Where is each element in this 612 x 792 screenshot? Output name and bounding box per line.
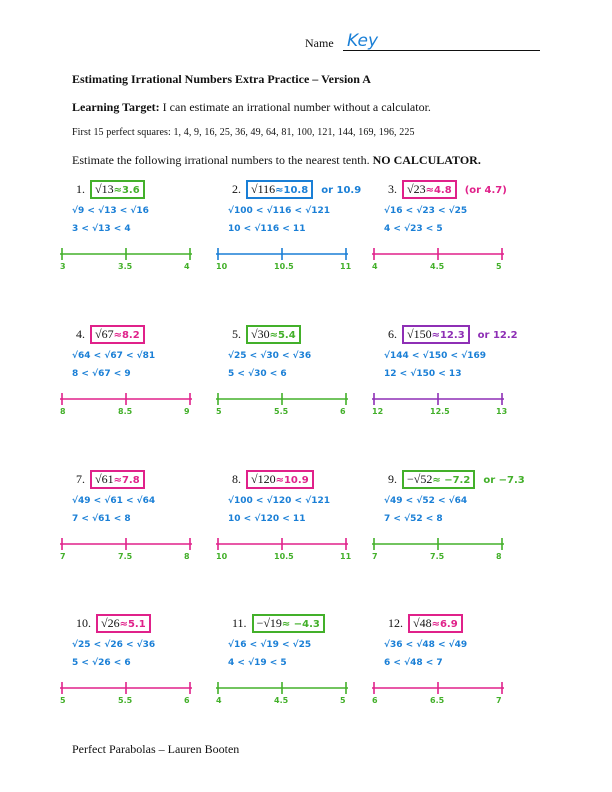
problem-item (372, 614, 538, 754)
work-inequality-roots: √16 < √23 < √25 (384, 206, 468, 216)
problem-header (76, 470, 153, 489)
answer-value: ≈ −4.3 (281, 619, 320, 630)
problem-header (76, 180, 153, 199)
problem-number: 5. (232, 327, 241, 341)
number-line-left-label: 10 (216, 262, 228, 271)
number-line-right-label: 6 (340, 407, 346, 416)
problem-item (216, 470, 382, 610)
number-line-right-label: 11 (340, 262, 352, 271)
number-line-right-label: 9 (184, 407, 190, 416)
answer-value: ≈3.6 (113, 185, 140, 196)
work-inequality-roots: √49 < √61 < √64 (72, 496, 156, 506)
instructions-bold: NO CALCULATOR. (372, 153, 481, 167)
number-line-left-label: 7 (60, 552, 66, 561)
number-line-mid-label: 10.5 (274, 262, 294, 271)
alternate-answer: (or 4.7) (464, 185, 507, 196)
answer-value: ≈10.8 (275, 185, 309, 196)
number-line-left-label: 10 (216, 552, 228, 561)
problem-item (60, 180, 226, 320)
problem-item (372, 180, 538, 320)
work-inequality-integers: 12 < √150 < 13 (384, 369, 462, 379)
answer-box (402, 325, 470, 344)
problem-number: 10. (76, 616, 91, 630)
problem-header (232, 470, 322, 489)
problem-expression: √150 (407, 327, 432, 341)
answer-value: ≈10.9 (275, 475, 309, 486)
answer-value: ≈7.8 (113, 475, 140, 486)
number-line-left-label: 3 (60, 262, 66, 271)
number-line-mid-label: 4.5 (430, 262, 445, 271)
problem-expression: −√19 (256, 616, 282, 630)
instructions-text: Estimate the following irrational numbers to the nearest tenth. (72, 153, 373, 167)
work-inequality-roots: √25 < √26 < √36 (72, 640, 156, 650)
work-inequality-roots: √49 < √52 < √64 (384, 496, 468, 506)
number-line-left-label: 5 (60, 696, 66, 705)
work-inequality-integers: 5 < √26 < 6 (72, 658, 131, 668)
number-line-mid-label: 5.5 (118, 696, 133, 705)
problem-item (60, 325, 226, 465)
number-line-left-label: 7 (372, 552, 378, 561)
answer-box (90, 180, 145, 199)
answer-box (408, 614, 463, 633)
problem-item (372, 470, 538, 610)
problem-expression: √30 (251, 327, 270, 341)
footer: Perfect Parabolas – Lauren Booten (72, 742, 240, 756)
number-line-mid-label: 3.5 (118, 262, 133, 271)
problem-item (60, 470, 226, 610)
number-line-right-label: 8 (496, 552, 502, 561)
problem-item (60, 614, 226, 754)
answer-value: ≈4.8 (425, 185, 452, 196)
number-line-right-label: 13 (496, 407, 508, 416)
problem-number: 4. (76, 327, 85, 341)
number-line-right-label: 6 (184, 696, 190, 705)
work-inequality-roots: √144 < √150 < √169 (384, 351, 486, 361)
work-inequality-integers: 3 < √13 < 4 (72, 224, 131, 234)
answer-value: ≈5.4 (269, 330, 296, 341)
instructions (72, 153, 481, 168)
problem-item (216, 180, 382, 320)
work-inequality-roots: √100 < √116 < √121 (228, 206, 330, 216)
problem-expression: √61 (95, 472, 114, 486)
learning-target-label: Learning Target: (72, 100, 160, 114)
problem-number: 8. (232, 472, 241, 486)
work-inequality-roots: √25 < √30 < √36 (228, 351, 312, 361)
problem-expression: √26 (101, 616, 120, 630)
problem-number: 9. (388, 472, 397, 486)
problem-expression: √13 (95, 182, 114, 196)
number-line-mid-label: 7.5 (430, 552, 445, 561)
work-inequality-integers: 7 < √61 < 8 (72, 514, 131, 524)
problem-header (388, 614, 471, 633)
number-line-mid-label: 5.5 (274, 407, 289, 416)
answer-value: ≈5.1 (119, 619, 146, 630)
problem-number: 7. (76, 472, 85, 486)
answer-box (402, 180, 457, 199)
work-inequality-roots: √9 < √13 < √16 (72, 206, 149, 216)
answer-box (246, 470, 314, 489)
answer-box (252, 614, 325, 633)
alternate-answer: or 12.2 (477, 330, 518, 341)
learning-target-text: I can estimate an irrational number without a calculator. (159, 100, 431, 114)
learning-target (72, 100, 431, 115)
problem-header (232, 180, 361, 199)
problem-number: 6. (388, 327, 397, 341)
work-inequality-integers: 5 < √30 < 6 (228, 369, 287, 379)
work-inequality-roots: √100 < √120 < √121 (228, 496, 330, 506)
number-line-left-label: 4 (216, 696, 222, 705)
problem-item (372, 325, 538, 465)
answer-value: ≈6.9 (431, 619, 458, 630)
number-line-right-label: 7 (496, 696, 502, 705)
work-inequality-integers: 8 < √67 < 9 (72, 369, 131, 379)
problem-expression: √116 (251, 182, 276, 196)
number-line-left-label: 6 (372, 696, 378, 705)
problem-header (388, 325, 518, 344)
problem-number: 11. (232, 616, 247, 630)
number-line-right-label: 11 (340, 552, 352, 561)
work-inequality-integers: 4 < √23 < 5 (384, 224, 443, 234)
number-line-left-label: 12 (372, 407, 384, 416)
problem-header (76, 325, 153, 344)
worksheet-title: Estimating Irrational Numbers Extra Practice – Version A (72, 72, 371, 86)
answer-value: ≈8.2 (113, 330, 140, 341)
number-line-mid-label: 6.5 (430, 696, 445, 705)
answer-box (246, 180, 313, 199)
work-inequality-integers: 4 < √19 < 5 (228, 658, 287, 668)
problem-header (388, 180, 507, 199)
number-line-right-label: 8 (184, 552, 190, 561)
problem-number: 3. (388, 182, 397, 196)
name-label: Name (305, 36, 334, 50)
perfect-squares-list: First 15 perfect squares: 1, 4, 9, 16, 25, 36, 49, 64, 81, 100, 121, 144, 169, 196, 225 (72, 127, 415, 138)
work-inequality-roots: √64 < √67 < √81 (72, 351, 156, 361)
problem-number: 1. (76, 182, 85, 196)
number-line-mid-label: 8.5 (118, 407, 133, 416)
number-line-left-label: 4 (372, 262, 378, 271)
answer-value: ≈ −7.2 (432, 475, 471, 486)
problem-header (76, 614, 159, 633)
problem-expression: √23 (407, 182, 426, 196)
number-line-mid-label: 10.5 (274, 552, 294, 561)
problem-expression: √120 (251, 472, 276, 486)
number-line-left-label: 5 (216, 407, 222, 416)
answer-box (246, 325, 301, 344)
problem-expression: √48 (413, 616, 432, 630)
answer-box (90, 325, 145, 344)
name-value: Key (347, 31, 379, 51)
problem-item (216, 614, 382, 754)
work-inequality-integers: 7 < √52 < 8 (384, 514, 443, 524)
answer-box (96, 614, 151, 633)
answer-box (90, 470, 145, 489)
number-line-left-label: 8 (60, 407, 66, 416)
work-inequality-roots: √36 < √48 < √49 (384, 640, 468, 650)
work-inequality-roots: √16 < √19 < √25 (228, 640, 312, 650)
alternate-answer: or −7.3 (483, 475, 525, 486)
answer-value: ≈12.3 (431, 330, 465, 341)
number-line-mid-label: 4.5 (274, 696, 289, 705)
problem-header (232, 614, 333, 633)
problem-item (216, 325, 382, 465)
problem-expression: √67 (95, 327, 114, 341)
work-inequality-integers: 6 < √48 < 7 (384, 658, 443, 668)
problem-header (388, 470, 525, 489)
number-line-mid-label: 7.5 (118, 552, 133, 561)
work-inequality-integers: 10 < √120 < 11 (228, 514, 306, 524)
answer-box (402, 470, 475, 489)
problem-number: 2. (232, 182, 241, 196)
number-line-mid-label: 12.5 (430, 407, 450, 416)
problem-expression: −√52 (407, 472, 433, 486)
work-inequality-integers: 10 < √116 < 11 (228, 224, 306, 234)
alternate-answer: or 10.9 (321, 185, 362, 196)
problem-header (232, 325, 309, 344)
number-line-right-label: 5 (496, 262, 502, 271)
number-line-right-label: 4 (184, 262, 190, 271)
problem-number: 12. (388, 616, 403, 630)
number-line-right-label: 5 (340, 696, 346, 705)
